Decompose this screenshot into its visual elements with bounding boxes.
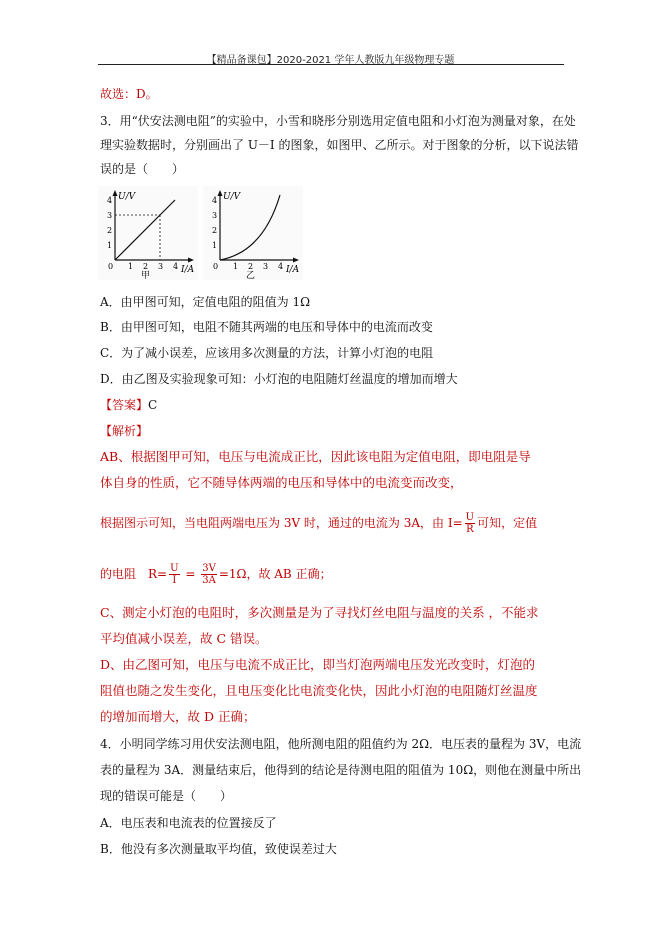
graph-jia-caption: 甲 (141, 271, 151, 280)
analysis-label: 【解析】 (100, 424, 149, 438)
graph-yi (203, 186, 303, 280)
resistance-formula-fraction (169, 563, 179, 586)
q3-option-c: C．为了减小误差，应该用多次测量的方法，计算小灯泡的电阻 (100, 346, 434, 360)
ab-line-4-text: 的电阻 R= (100, 567, 168, 581)
graph-jia-ylabel: U/V (118, 192, 136, 202)
ab-line-3-text: 根据图示可知，当电阻两端电压为 3V 时，通过的电流为 3A，由 I= (100, 516, 463, 530)
q3-option-a: A．由甲图可知，定值电阻的阻值为 1Ω (100, 295, 311, 309)
fraction-numerator: U (170, 563, 179, 574)
fraction-numerator: U (465, 512, 475, 523)
fraction-denominator: 3A (202, 575, 216, 586)
graph-yi-xtick: 1 (233, 262, 239, 271)
fraction-denominator: R (466, 524, 474, 535)
graph-jia-xtick: 2 (143, 262, 149, 271)
analysis-d-line-1: D、由乙图可知，电压与电流不成正比，即当灯泡两端电压发光改变时，灯泡的 (100, 657, 536, 672)
graph-yi-ytick: 4 (212, 196, 218, 205)
graph-yi-xtick: 2 (248, 262, 254, 271)
q3-stem-line-2: 理实验数据时，分别画出了 U－I 的图象，如图甲、乙所示。对于图象的分析，以下说法错 (100, 138, 579, 152)
ab-line-3-tail: 可知，定值 (477, 516, 538, 530)
previous-answer: 故选：D。 (100, 87, 158, 101)
q3-stem-line-1: 3．用“伏安法测电阻”的实验中，小雪和晓彤分别选用定值电阻和小灯泡为测量对象，在处 (100, 114, 576, 128)
q3-option-b: B．由甲图可知，电阻不随其两端的电压和导体中的电流而改变 (100, 320, 433, 334)
answer-value: C (148, 398, 158, 412)
page-header: 【精品备课包】2020-2021 学年人教版九年级物理专题 (206, 55, 455, 66)
graph-yi-ytick: 1 (212, 241, 218, 250)
q3-stem-line-3: 误的是（ ） (100, 162, 185, 176)
graph-yi-ytick: 3 (212, 211, 218, 220)
analysis-ab-line-3 (100, 510, 537, 536)
analysis-ab-line-4 (100, 561, 332, 587)
graph-yi-xtick: 4 (278, 262, 284, 271)
graph-jia-xtick: 4 (173, 262, 179, 271)
q3-option-d: D．由乙图及实验现象可知：小灯泡的电阻随灯丝温度的增加而增大 (100, 372, 458, 386)
analysis-c-line-1: C、测定小灯泡的电阻时，多次测量是为了寻找灯丝电阻与温度的关系 ，不能求 (100, 605, 539, 620)
graph-yi-origin: 0 (213, 262, 219, 271)
q3-answer (100, 397, 157, 413)
analysis-d-line-2: 阻值也随之发生变化，且电压变化比电流变化快，因此小灯泡的电阻随灯丝温度 (100, 683, 538, 698)
header-rule (98, 64, 564, 65)
ab-line-4-tail: =1Ω，故 AB 正确； (218, 567, 332, 581)
graph-yi-ytick: 2 (212, 226, 218, 235)
q4-stem-line-3: 现的错误可能是（ ） (100, 789, 233, 803)
analysis-c-line-2: 平均值减小误差，故 C 错误。 (100, 631, 268, 646)
analysis-ab-line-1: AB、根据图甲可知，电压与电流成正比，因此该电阻为定值电阻，即电阻是导 (100, 449, 531, 464)
graph-yi-xlabel: I/A (286, 265, 300, 275)
q4-stem-line-2: 表的量程为 3A．测量结束后，他得到的结论是待测电阻的阻值为 10Ω，则他在测量中所出 (100, 763, 582, 777)
fraction-denominator: I (172, 575, 177, 586)
graph-jia-xtick: 3 (158, 262, 164, 271)
graph-yi-xtick: 3 (263, 262, 269, 271)
graph-jia-xtick: 1 (128, 262, 134, 271)
graph-jia-origin: 0 (108, 262, 114, 271)
answer-label: 【答案】 (100, 398, 149, 412)
q4-option-b: B．他没有多次测量取平均值，致使误差过大 (100, 842, 337, 856)
graph-jia (98, 186, 198, 280)
resistance-value-fraction (201, 563, 217, 586)
q4-option-a: A．电压表和电流表的位置接反了 (100, 816, 277, 830)
q4-stem-line-1: 4．小明同学练习用伏安法测电阻，他所测电阻的阻值约为 2Ω．电压表的量程为 3V，电流 (100, 737, 582, 751)
graph-jia-ytick: 3 (107, 211, 113, 220)
graph-jia-ytick: 4 (107, 196, 113, 205)
graph-yi-caption: 乙 (246, 271, 256, 280)
fraction-numerator: 3V (202, 563, 216, 574)
graph-jia-xlabel: I/A (181, 265, 195, 275)
equals-sign: = (181, 567, 200, 581)
analysis-ab-line-2: 体自身的性质，它不随导体两端的电压和导体中的电流变而改变， (100, 475, 463, 490)
ohm-law-fraction (465, 512, 475, 535)
graph-jia-ytick: 2 (107, 226, 113, 235)
graph-jia-ytick: 1 (107, 241, 113, 250)
graph-yi-ylabel: U/V (223, 192, 241, 202)
analysis-d-line-3: 的增加而增大，故 D 正确； (100, 709, 256, 724)
